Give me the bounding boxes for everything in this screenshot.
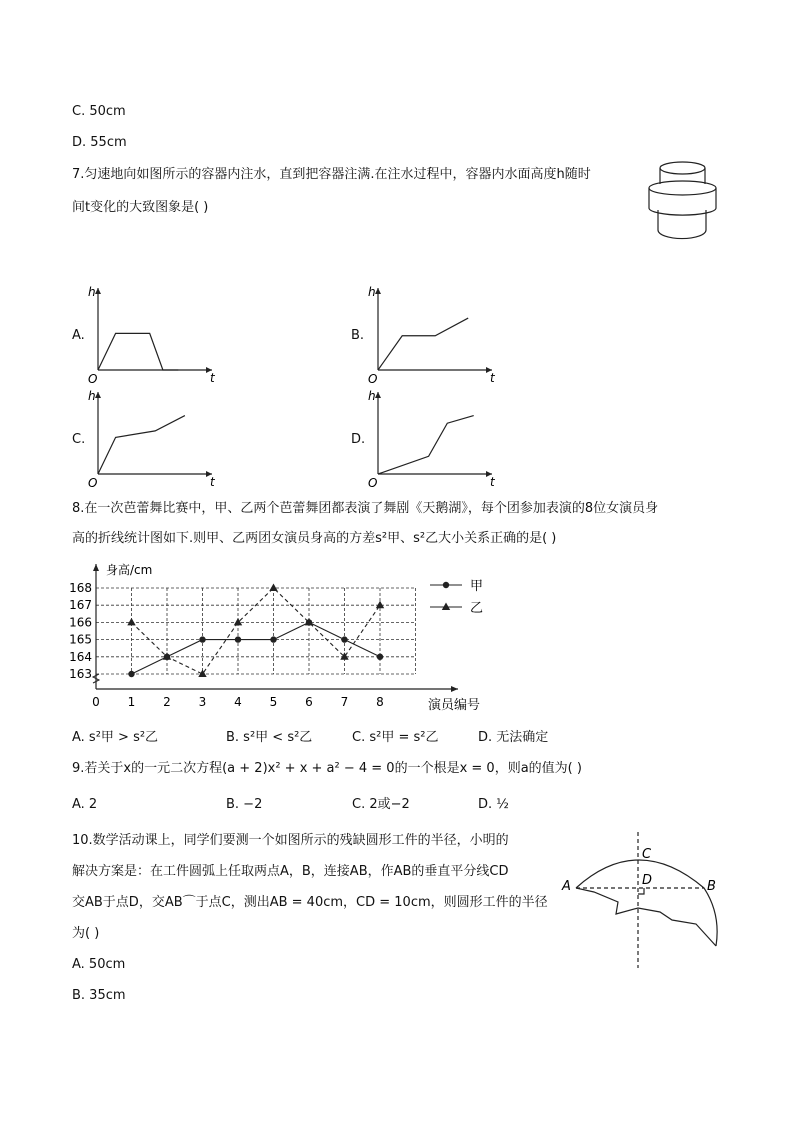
chart-x-label: 演员编号: [428, 698, 481, 713]
legend-marker: [443, 582, 449, 588]
graph-c-label: C.: [72, 432, 86, 447]
x-tick-label: 3: [198, 695, 207, 709]
legend-label: 甲: [470, 579, 484, 594]
q10-stem-line3: 交AB于点D，交AB⌒于点C，测出AB = 40cm，CD = 10cm，则圆形工件的半径: [72, 895, 548, 910]
label-d: D: [642, 873, 653, 888]
point-jia: [199, 636, 205, 642]
q8-option-c: C. s²甲 = s²乙: [352, 730, 439, 745]
y-tick-label: 165: [69, 632, 92, 647]
graph-curve: [378, 416, 474, 474]
x-tick-label: 5: [269, 695, 278, 709]
x-axis-label: t: [490, 371, 495, 384]
graph-b: [366, 284, 496, 384]
x-axis-label: t: [210, 475, 215, 488]
graph-curve: [378, 318, 468, 370]
x-tick-label: 7: [340, 695, 349, 709]
x-tick-label: 2: [163, 695, 171, 709]
height-line-chart: [66, 556, 496, 716]
q6-option-d: D. 55cm: [72, 135, 127, 150]
q10-stem-line2: 解决方案是：在工件圆弧上任取两点A，B，连接AB，作AB的垂直平分线CD: [72, 864, 509, 879]
series-line-0: [132, 622, 381, 674]
chart-x-arrow: [451, 686, 458, 692]
graph-d-label: D.: [351, 432, 366, 447]
origin-label: O: [368, 372, 378, 384]
series-line-1: [132, 588, 381, 674]
chart-y-label: 身高/cm: [106, 563, 153, 577]
q9-option-a: A. 2: [72, 797, 98, 812]
container-figure: [646, 160, 722, 240]
x-tick-label: 4: [234, 695, 242, 709]
y-tick-label: 167: [69, 598, 92, 613]
y-axis-arrow: [95, 392, 101, 398]
label-b: B: [707, 879, 716, 894]
q8-stem-line1: 8.在一次芭蕾舞比赛中，甲、乙两个芭蕾舞团都表演了舞剧《天鹅湖》，每个团参加表演的8位女演员身: [72, 501, 659, 516]
origin-label: O: [88, 476, 98, 488]
graph-d: [366, 388, 496, 488]
q8-option-a: A. s²甲 > s²乙: [72, 730, 159, 745]
point-yi: [127, 618, 135, 626]
axis-break: [93, 674, 99, 683]
graph-c: [86, 388, 216, 488]
x-tick-label: 8: [376, 695, 384, 709]
point-yi: [376, 601, 384, 609]
y-axis-arrow: [375, 392, 381, 398]
y-tick-label: 164: [69, 649, 92, 664]
q8-option-d: D. 无法确定: [478, 730, 549, 745]
broken-circle-figure: [556, 828, 728, 972]
point-yi: [269, 584, 277, 592]
q10-option-a: A. 50cm: [72, 957, 126, 972]
q7-stem-line1: 7.匀速地向如图所示的容器内注水，直到把容器注满.在注水过程中，容器内水面高度h随时: [72, 167, 591, 182]
y-axis-label: h: [88, 389, 96, 403]
y-axis-arrow: [375, 288, 381, 294]
point-jia: [235, 636, 241, 642]
graph-a: [86, 284, 216, 384]
label-a: A: [562, 879, 571, 894]
q7-stem-line2: 间t变化的大致图象是( ): [72, 200, 209, 215]
y-axis-arrow: [95, 288, 101, 294]
q8-option-b: B. s²甲 < s²乙: [226, 730, 313, 745]
point-jia: [341, 636, 347, 642]
q10-stem-line4: 为( ): [72, 926, 100, 941]
q9-option-d: D. ½: [478, 797, 509, 812]
label-c: C: [642, 847, 652, 862]
q6-option-c: C. 50cm: [72, 104, 126, 119]
graph-curve: [98, 333, 178, 370]
x-tick-label: 6: [305, 695, 313, 709]
origin-label: O: [368, 476, 378, 488]
y-axis-label: h: [88, 285, 96, 299]
legend-label: 乙: [470, 601, 484, 616]
y-tick-label: 168: [69, 581, 92, 595]
q10-option-b: B. 35cm: [72, 988, 126, 1003]
origin-label: O: [88, 372, 98, 384]
y-tick-label: 163: [69, 667, 92, 681]
q9-option-b: B. −2: [226, 797, 263, 812]
graph-curve: [98, 416, 185, 474]
q9-stem: 9.若关于x的一元二次方程(a + 2)x² + x + a² − 4 = 0的一个根是x = 0，则a的值为( ): [72, 761, 582, 776]
q8-stem-line2: 高的折线统计图如下.则甲、乙两团女演员身高的方差s²甲、s²乙大小关系正确的是( ): [72, 531, 557, 546]
legend-marker: [442, 603, 450, 611]
point-jia: [270, 636, 276, 642]
graph-a-label: A.: [72, 328, 85, 343]
q10-stem-line1: 10.数学活动课上，同学们要测一个如图所示的残缺圆形工件的半径，小明的: [72, 833, 509, 848]
y-axis-label: h: [368, 285, 376, 299]
x-tick-label: 1: [127, 695, 136, 709]
point-jia: [128, 671, 134, 677]
point-jia: [377, 654, 383, 660]
x-axis-label: t: [210, 371, 215, 384]
x-axis-label: t: [490, 475, 495, 488]
chart-y-arrow: [93, 564, 99, 571]
x-tick-label: 0: [92, 695, 100, 709]
y-tick-label: 166: [69, 615, 92, 630]
y-axis-label: h: [368, 389, 376, 403]
q9-option-c: C. 2或−2: [352, 797, 410, 812]
graph-b-label: B.: [351, 328, 365, 343]
